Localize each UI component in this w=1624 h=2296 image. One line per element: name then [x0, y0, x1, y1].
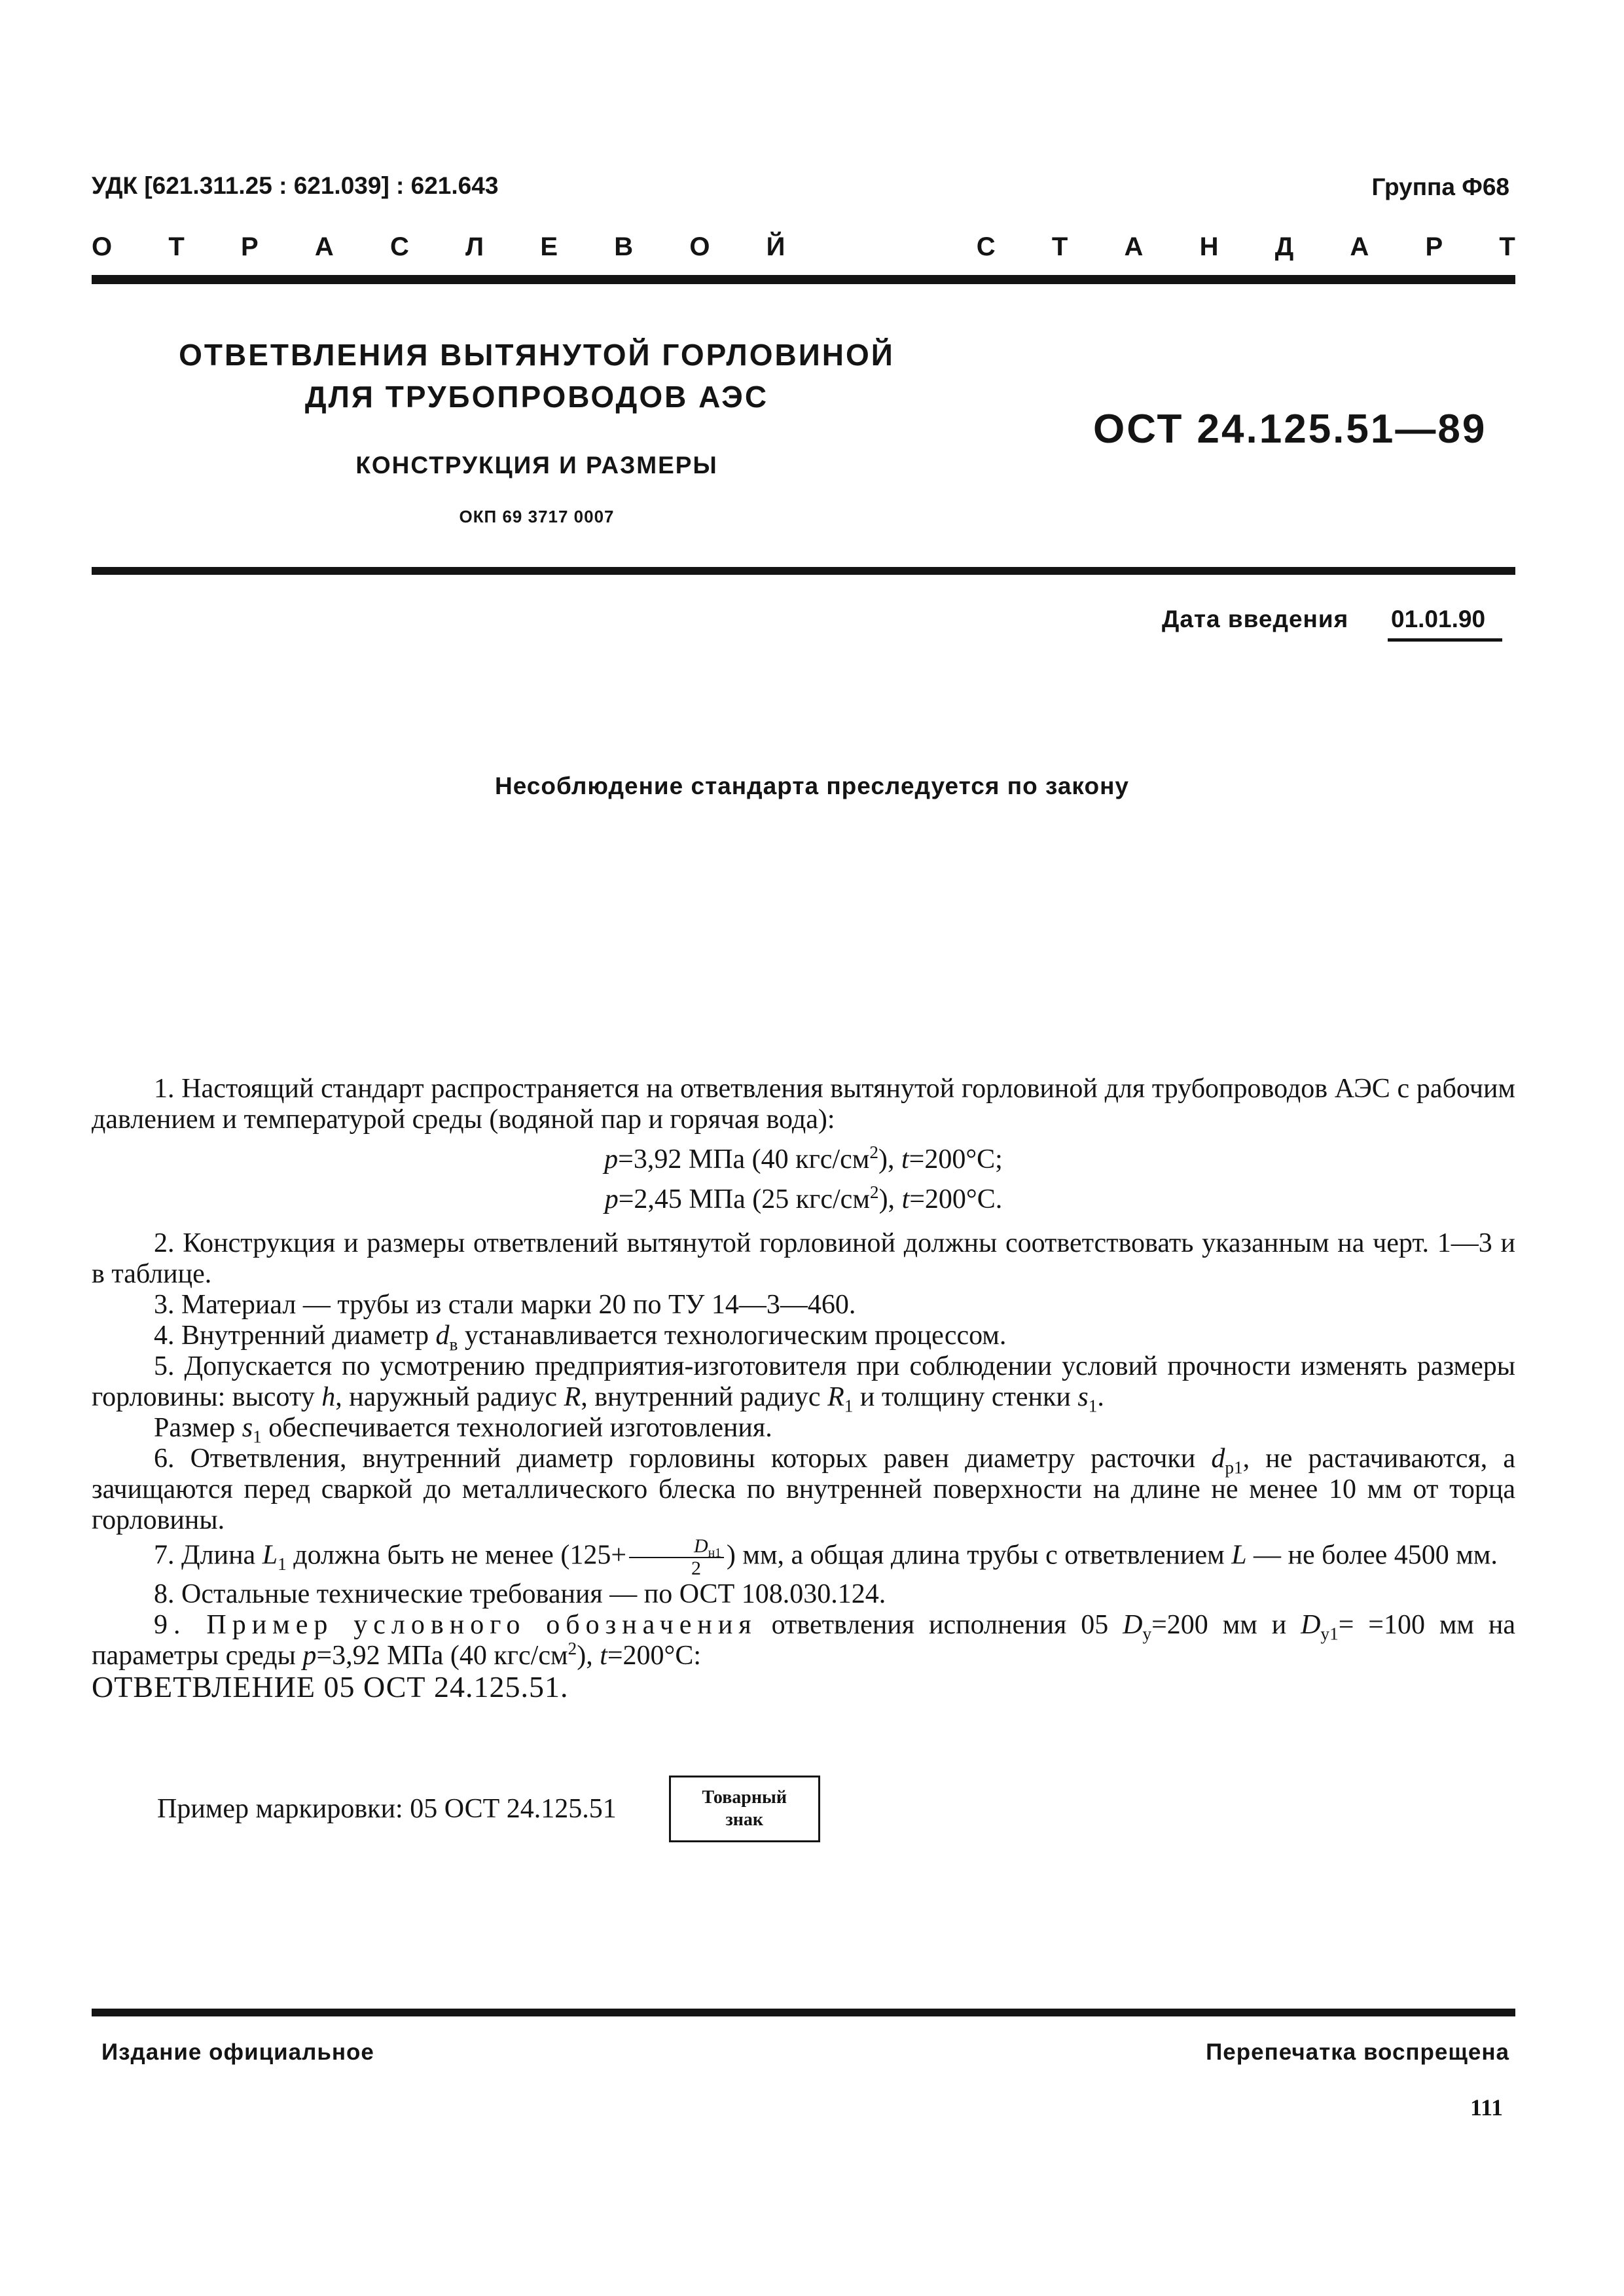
heading-letter: Т [168, 232, 185, 261]
date-value: 01.01.90 [1391, 606, 1486, 632]
heading-letter: А [314, 232, 334, 261]
date-underline [1388, 638, 1502, 642]
marking-example [157, 1776, 820, 1842]
item-9: 9. Пример условного обозначения ответвления исполнения 05 $D_у=200$ мм и $D_{у1}= =100$ мм на параметры среды p=3,92 МПа (40 кгс/$см^2$), t=200°С: [92, 1610, 1515, 1671]
heading-letter: Е [540, 232, 558, 261]
heading-letter: Т [1051, 232, 1068, 261]
item-2: 2. Конструкция и размеры ответвлений вытянутой горловиной должны соответствовать указанным на черт. 1—3 и в таблице. [92, 1228, 1515, 1289]
heading-letter: Н [1199, 232, 1219, 261]
heading-letter: О [689, 232, 710, 261]
item-8: 8. Остальные технические требования — по ОСТ 108.030.124. [154, 1579, 886, 1609]
title-line-1: ОТВЕТВЛЕНИЯ ВЫТЯНУТОЙ ГОРЛОВИНОЙ [179, 338, 895, 372]
trademark-line-1: Товарный [702, 1787, 787, 1808]
heading-letter: Л [465, 232, 484, 261]
item-6: 6. Ответвления, внутренний диаметр горловины которых равен диаметру расточки $d_{р1}$, не растачиваются, а зачищаются перед сваркой до металлического блеска по внутренней поверхности на длине не менее 10 мм от торца горловины. [92, 1444, 1515, 1535]
reprint-notice: Перепечатка воспрещена [1206, 2039, 1509, 2065]
title-block [144, 334, 929, 527]
item-3: 3. Материал — трубы из стали марки 20 по ТУ 14—3—460. [154, 1290, 856, 1320]
item-5: 5. Допускается по усмотрению предприятия-изготовителя при соблюдении условий прочности изменять размеры горловины: высоту h, наружный радиус R, внутренний радиус $R_1$ и толщину стенки $s_1$. [92, 1351, 1515, 1416]
heading-letter: Й [766, 232, 785, 261]
heading-letter: Р [1425, 232, 1443, 261]
body-text [92, 1074, 1515, 1702]
heading-letter: Т [1499, 232, 1515, 261]
item-5-note: Размер $s_1$ обеспечивается технологией изготовления. [154, 1413, 772, 1447]
item-4: 4. Внутренний диаметр $d_в$ устанавливается технологическим процессом. [154, 1321, 1007, 1355]
item-1: 1. Настоящий стандарт распространяется на ответвления вытянутой горловиной для трубопроводов АЭС с рабочим давлением и температурой среды (водяной пар и горячая вода): [92, 1074, 1515, 1135]
legal-notice: Несоблюдение стандарта преследуется по закону [494, 773, 1129, 799]
marking-label: Пример маркировки: 05 ОСТ 24.125.51 [157, 1794, 617, 1824]
heading-letter: С [976, 232, 996, 261]
heading-letter: Д [1274, 232, 1294, 261]
standard-designation: ОСТ 24.125.51—89 [1093, 407, 1487, 452]
group-code: Группа Ф68 [1371, 173, 1509, 200]
item-7: 7. Длина $L_1$ должна быть не менее (125+ $\frac{D_{н1}}{2}$ ) мм, а общая длина трубы с ответвлением L — не более 4500 мм. [154, 1535, 1498, 1579]
bottom-rule [92, 2009, 1515, 2016]
heading-letter: О [92, 232, 113, 261]
heading-word-gap [842, 232, 920, 262]
heading-letter: А [1124, 232, 1144, 261]
subtitle: КОНСТРУКЦИЯ И РАЗМЕРЫ [355, 452, 718, 479]
heading-letter: А [1350, 232, 1369, 261]
heading-letter: Р [240, 232, 259, 261]
trademark-line-2: знак [725, 1810, 764, 1830]
formula-2: p=2,45 МПа (25 кгс/$см^2$), t=200°С. [604, 1182, 1003, 1214]
heading-letter: С [389, 232, 409, 261]
edition-label: Издание официальное [101, 2039, 374, 2065]
standard-type-heading [92, 232, 1515, 262]
udk-code: УДК [621.311.25 : 621.039] : 621.643 [92, 172, 499, 199]
title-line-2: ДЛЯ ТРУБОПРОВОДОВ АЭС [304, 380, 769, 414]
trademark-box [669, 1776, 820, 1842]
okp-code: ОКП 69 3717 0007 [459, 507, 615, 526]
middle-rule [92, 567, 1515, 575]
top-rule [92, 275, 1515, 284]
date-label: Дата введения [1162, 606, 1349, 632]
page-number: 111 [1470, 2094, 1503, 2121]
fraction: $\frac{D_{н1}}{2}$ [629, 1536, 724, 1579]
designation-example: ОТВЕТВЛЕНИЕ 05 ОСТ 24.125.51. [92, 1670, 569, 1704]
formula-1: p=3,92 МПа (40 кгс/$см^2$), t=200°С; [604, 1142, 1003, 1175]
heading-letter: В [614, 232, 634, 261]
